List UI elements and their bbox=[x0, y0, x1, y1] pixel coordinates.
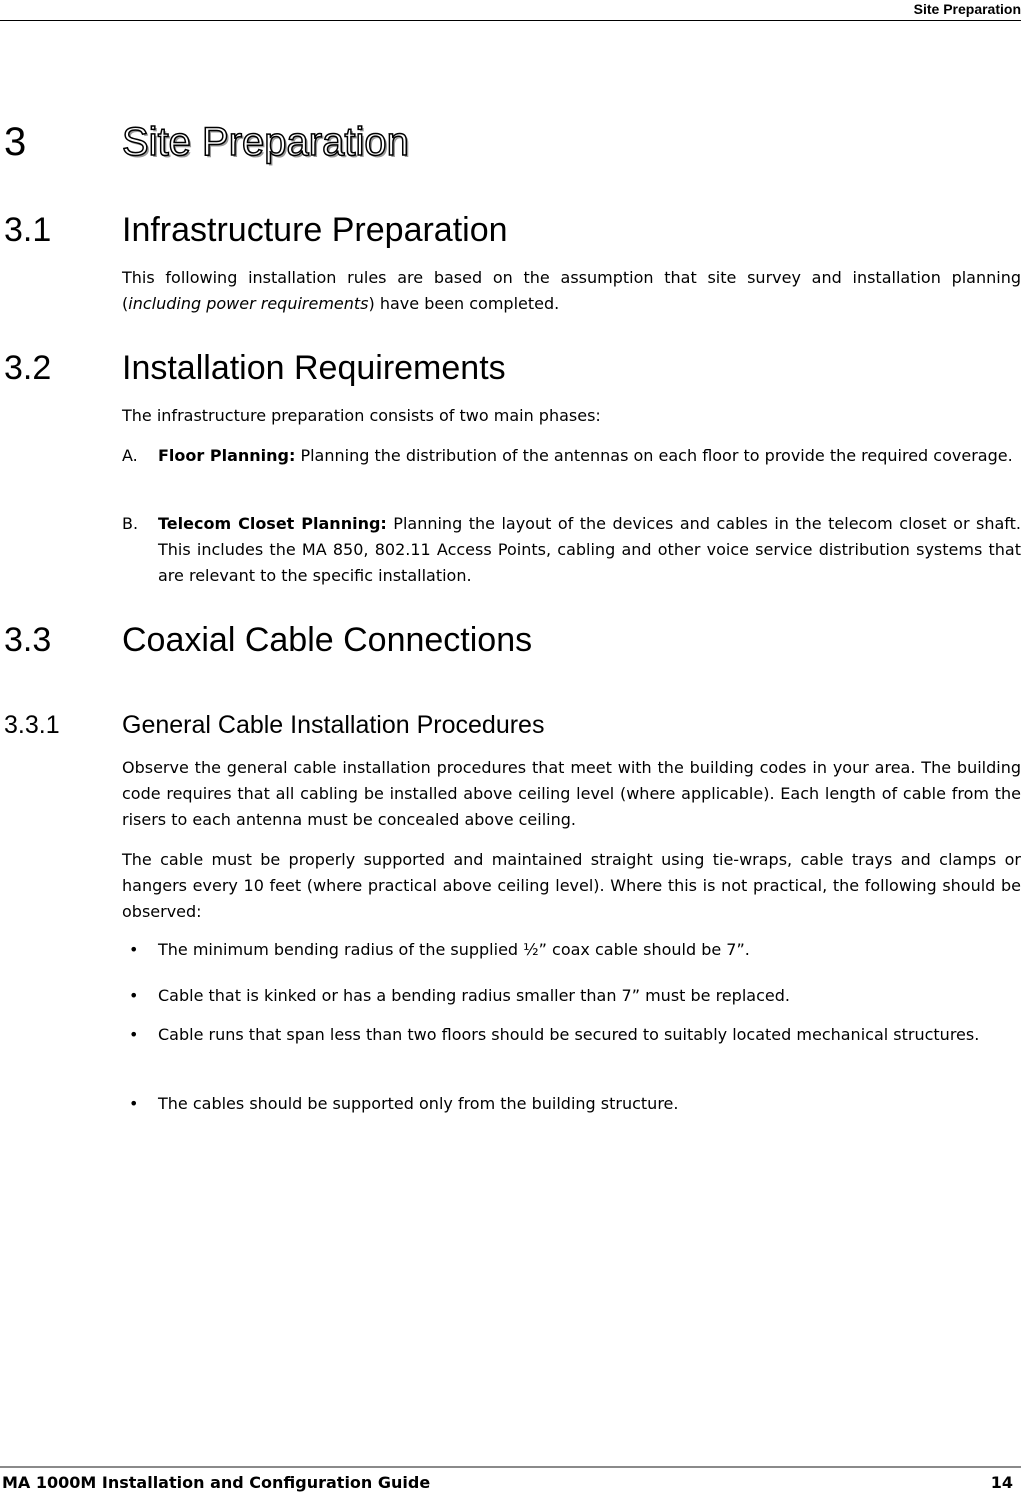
section-number: 3.3 bbox=[4, 621, 52, 659]
chapter-title-text: Site Preparation bbox=[122, 120, 409, 164]
bullet-text: Cable runs that span less than two floors should be secured to suitably located mechanical structures. bbox=[158, 1025, 980, 1044]
running-header: Site Preparation bbox=[913, 1, 1021, 17]
header-divider bbox=[0, 20, 1021, 21]
bullet-marker: • bbox=[129, 1025, 139, 1044]
list-marker: B. bbox=[122, 514, 139, 533]
list-text: Planning the distribution of the antennas on each floor to provide the required coverage. bbox=[295, 446, 1013, 465]
section-heading-3-1 bbox=[4, 210, 508, 250]
section-heading-3-3 bbox=[4, 620, 532, 660]
paragraph-text: This following installation rules are based on the assumption that site survey and installation planning ( bbox=[122, 268, 1021, 313]
footer-guide-title: MA 1000M Installation and Configuration Guide bbox=[2, 1473, 431, 1492]
requirements-intro: The infrastructure preparation consists of two main phases: bbox=[122, 406, 601, 425]
section-title: General Cable Installation Procedures bbox=[122, 711, 545, 739]
chapter-title bbox=[4, 118, 409, 166]
bullet-marker: • bbox=[129, 1094, 139, 1113]
bullet-item bbox=[122, 1091, 990, 1117]
infrastructure-paragraph bbox=[122, 265, 1021, 317]
paragraph-text: ) have been completed. bbox=[368, 294, 560, 313]
bullet-marker: • bbox=[129, 940, 139, 959]
chapter-number: 3 bbox=[4, 120, 27, 164]
list-text: Planning the layout of the devices and cables in the telecom closet or shaft. This includes the MA 850, 802.11 Access Points, cabling and other voice service distribution systems that are relevant to the specific installation. bbox=[158, 514, 1022, 585]
subsection-heading-3-3-1 bbox=[4, 710, 544, 740]
bullet-item bbox=[122, 983, 990, 1009]
footer-divider bbox=[0, 1466, 1021, 1468]
list-marker: A. bbox=[122, 446, 138, 465]
list-item-floor-planning bbox=[122, 443, 1021, 469]
section-title: Infrastructure Preparation bbox=[122, 211, 508, 249]
bullet-item bbox=[122, 1022, 990, 1048]
cable-support-paragraph: The cable must be properly supported and maintained straight using tie-wraps, cable trays and clamps or hangers every 10 feet (where practical above ceiling level). Where this is not practical, the following should be observed: bbox=[122, 850, 1021, 921]
list-item-telecom-closet-planning bbox=[122, 511, 1021, 589]
section-number: 3.2 bbox=[4, 349, 52, 387]
bullet-text: The cables should be supported only from the building structure. bbox=[158, 1094, 679, 1113]
bullet-item bbox=[122, 937, 990, 963]
section-heading-3-2 bbox=[4, 348, 506, 388]
bullet-marker: • bbox=[129, 986, 139, 1005]
bullet-text: Cable that is kinked or has a bending radius smaller than 7” must be replaced. bbox=[158, 986, 790, 1005]
bullet-text: The minimum bending radius of the supplied ½” coax cable should be 7”. bbox=[158, 940, 750, 959]
section-number: 3.1 bbox=[4, 211, 52, 249]
section-number: 3.3.1 bbox=[4, 711, 60, 739]
page-number: 14 bbox=[990, 1473, 1013, 1492]
paragraph-italic-text: including power requirements bbox=[128, 294, 369, 313]
section-title: Coaxial Cable Connections bbox=[122, 621, 533, 659]
list-term: Floor Planning: bbox=[158, 446, 296, 465]
list-term: Telecom Closet Planning: bbox=[158, 514, 387, 533]
section-title: Installation Requirements bbox=[122, 349, 506, 387]
cable-procedures-paragraph: Observe the general cable installation procedures that meet with the building codes in your area. The building code requires that all cabling be installed above ceiling level (where applicable). Each length of cable from the risers to each antenna must be concealed above ceiling. bbox=[122, 758, 1021, 829]
